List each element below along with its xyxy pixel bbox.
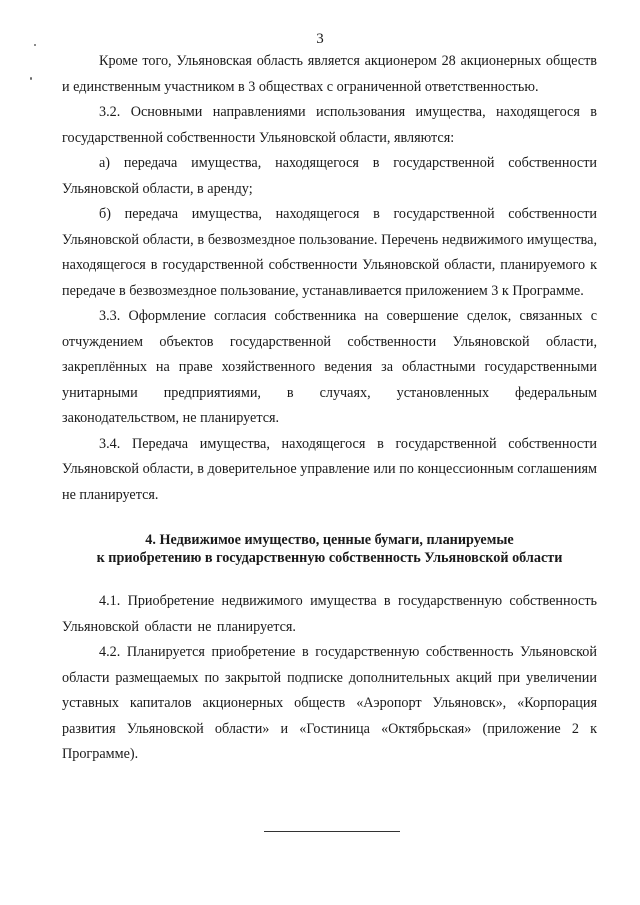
paragraph-shareholder: Кроме того, Ульяновская область является акционером 28 акционерных обществ и единственным участником в 3 обществах с ограниченной ответственностью. <box>62 53 597 95</box>
paragraph-3-4: 3.4. Передача имущества, находящегося в государственной собственности Ульяновской области, в доверительное управление или по концессионным соглашениям не планируется. <box>62 435 597 503</box>
paragraph-3-2-b: б) передача имущества, находящегося в государственной собственности Ульяновской области, в безвозмездное пользование. Перечень недвижимого имущества, находящегося в государственной собственности Ульяновской области, планируемого к передаче в безвозмездное пользование, устанавливается приложением 3 к Программе. <box>62 206 597 299</box>
section-4-heading-line-1: 4. Недвижимое имущество, ценные бумаги, планируемые <box>145 532 514 548</box>
heading-spacer <box>62 567 597 589</box>
paragraph-3-2: 3.2. Основными направлениями использования имущества, находящегося в государственной собственности Ульяновской области, являются: <box>62 104 597 146</box>
paragraph-4-1: 4.1. Приобретение недвижимого имущества в государственную собственность Ульяновской области не планируется. <box>62 593 597 635</box>
paragraph-3-3: 3.3. Оформление согласия собственника на совершение сделок, связанных с отчуждением объектов государственной собственности Ульяновской области, закреплённых на праве хозяйственного ведения за областными государственными унитарными предприятиями, в случаях, установленных федеральным законодательством, не планируется. <box>62 308 597 426</box>
section-4-heading-line-2: к приобретению в государственную собственность Ульяновской области <box>96 550 563 566</box>
paragraph-4-2: 4.2. Планируется приобретение в государственную собственность Ульяновской области размещаемых по закрытой подписке дополнительных акций при увеличении уставных капиталов акционерных обществ «Аэропорт Ульяновск», «Корпорация развития Ульяновской области» и «Гостиница «Октябрьская» (приложение 2 к Программе). <box>62 644 597 762</box>
end-of-page-rule <box>264 831 400 832</box>
page-number: 3 <box>316 31 324 47</box>
scan-speck <box>30 77 32 80</box>
section-spacer <box>62 508 597 531</box>
paragraph-3-2-a: а) передача имущества, находящегося в государственной собственности Ульяновской области, в аренду; <box>62 155 597 197</box>
document-body <box>62 49 597 768</box>
